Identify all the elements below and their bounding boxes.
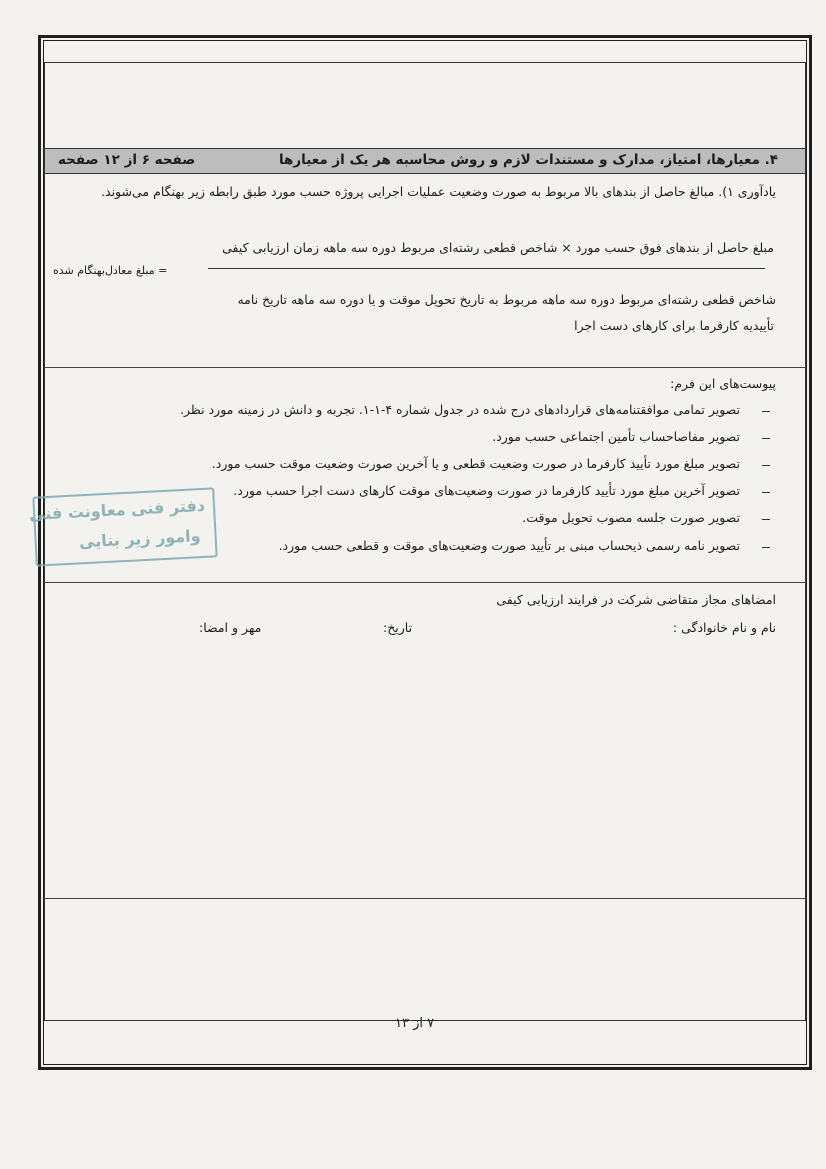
attachment-item: تصویر آخرین مبلغ مورد تأیید کارفرما در صورت وضعیت‌های موقت کارهای دست اجرا حسب مورد. bbox=[233, 483, 740, 498]
bullet-dash bbox=[762, 411, 770, 412]
page-number: ۷ از ۱۳ bbox=[395, 1016, 435, 1031]
divider-3 bbox=[44, 898, 806, 899]
bullet-dash bbox=[762, 465, 770, 466]
attachment-item: تصویر تمامی موافقتنامه‌های قراردادهای درج شده در جدول شماره ۴-۱-۱. تجربه و دانش در زمینه مورد نظر. bbox=[180, 402, 740, 417]
attachment-item: تصویر مفاصاحساب تأمین اجتماعی حسب مورد. bbox=[492, 429, 740, 444]
page-label: صفحه ۶ از ۱۲ صفحه bbox=[58, 152, 196, 168]
fraction-line bbox=[208, 268, 765, 269]
reminder-text: یادآوری ۱). مبالغ حاصل از بندهای بالا مربوط به صورت وضعیت عملیات اجرایی پروژه حسب مورد طبق رابطه زیر بهنگام می‌شوند. bbox=[101, 184, 776, 199]
formula-lhs: = مبلغ معادل‌بهنگام شده bbox=[53, 264, 168, 277]
formula-denominator-line1: شاخص قطعی رشته‌ای مربوط دوره سه ماهه مربوط به تاریخ تحویل موقت و یا دوره سه ماهه تاریخ نامه bbox=[237, 292, 776, 307]
attachment-item: تصویر صورت جلسه مصوب تحویل موقت. bbox=[522, 510, 740, 525]
formula-numerator: مبلغ حاصل از بندهای فوق حسب مورد × شاخص قطعی رشته‌ای مربوط دوره سه ماهه زمان ارزیابی کیفی bbox=[222, 240, 774, 255]
divider-1 bbox=[44, 367, 806, 368]
bullet-dash bbox=[762, 547, 770, 548]
attachments-title: پیوست‌های این فرم: bbox=[670, 376, 776, 391]
bullet-dash bbox=[762, 519, 770, 520]
formula-denominator-line2: تأییدیه کارفرما برای کارهای دست اجرا bbox=[574, 318, 774, 333]
name-label: نام و نام خانوادگی : bbox=[672, 620, 776, 635]
seal-label: مهر و امضا: bbox=[199, 620, 262, 635]
stamp-line-2: وامور زیر بنایی bbox=[78, 526, 202, 552]
office-stamp bbox=[28, 487, 217, 566]
attachment-item: تصویر نامه رسمی ذیحساب مبنی بر تأیید صورت وضعیت‌های موقت و قطعی حسب مورد. bbox=[278, 538, 740, 553]
section-title: ۴. معیارها، امتیاز، مدارک و مستندات لازم و روش محاسبه هر یک از معیارها bbox=[278, 152, 778, 168]
attachment-item: تصویر مبلغ مورد تأیید کارفرما در صورت وضعیت قطعی و یا آخرین صورت وضعیت موقت حسب مورد. bbox=[211, 456, 740, 471]
signatures-title: امضاهای مجاز متقاضی شرکت در فرایند ارزیابی کیفی bbox=[496, 592, 776, 607]
bullet-dash bbox=[762, 438, 770, 439]
divider-2 bbox=[44, 582, 806, 583]
stamp-line-1: دفتر فنی معاونت فنی bbox=[28, 495, 206, 524]
bullet-dash bbox=[762, 492, 770, 493]
date-label: تاریخ: bbox=[383, 620, 413, 635]
